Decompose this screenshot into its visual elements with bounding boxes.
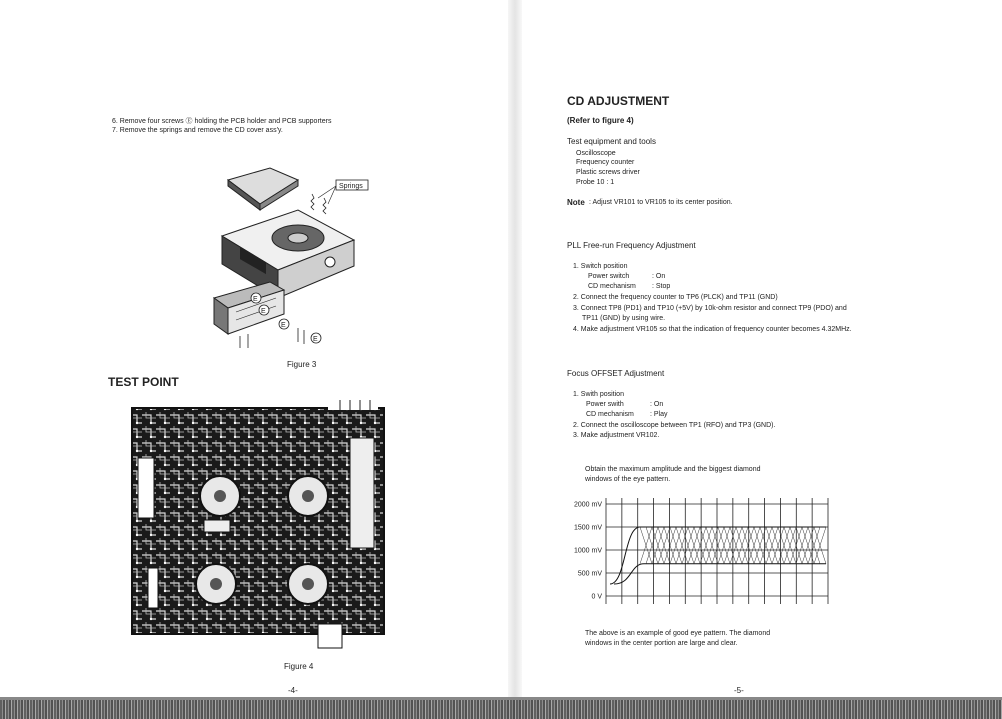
page-number-left: -4-: [288, 686, 298, 695]
focus-cd-value: : Play: [650, 411, 668, 418]
pll-cd-value: : Stop: [652, 283, 671, 290]
eye-envelope-lower: [614, 564, 826, 584]
pll-power-value: : On: [652, 273, 666, 280]
equipment-item: Plastic screws driver: [576, 169, 640, 176]
equipment-item: Probe 10 : 1: [576, 179, 615, 186]
focus-cd-label: CD mechanism: [586, 411, 634, 418]
equipment-item: Oscilloscope: [576, 150, 616, 157]
pll-step-1: 1. Switch position: [573, 263, 628, 270]
spring-right: [323, 198, 326, 214]
obtain-text-1: Obtain the maximum amplitude and the biggest diamond: [585, 466, 761, 473]
figure-4-caption: Figure 4: [284, 662, 314, 671]
equipment-item: Frequency counter: [576, 159, 635, 166]
focus-step-1: 1. Swith position: [573, 391, 624, 398]
pll-power-label: Power switch: [588, 273, 630, 280]
screw-e-callout-1: E: [253, 296, 258, 303]
pcb-holder-drawing: [214, 282, 284, 334]
page-number-right: -5-: [734, 686, 744, 695]
figure-3-exploded-view: [200, 158, 370, 356]
focus-power-label: Power swith: [586, 401, 624, 408]
focus-power-value: : On: [650, 401, 664, 408]
note-label: Note: [567, 198, 585, 207]
focus-step-2: 2. Connect the oscilloscope between TP1 (RFO) and TP3 (GND).: [573, 422, 776, 429]
test-point-heading: TEST POINT: [108, 375, 179, 389]
step-7-text: 7. Remove the springs and remove the CD cover ass'y.: [112, 127, 283, 134]
pll-step-3a: 3. Connect TP8 (PD1) and TP10 (+5V) by 10k-ohm resistor and connect TP9 (PDO) and: [573, 305, 847, 312]
cd-cover-drawing: [228, 168, 298, 210]
screw-e-callout-4: E: [313, 336, 318, 343]
page-fold: [508, 0, 522, 719]
y-tick-label: 1000 mV: [573, 547, 602, 555]
screw-e-callout-2: E: [261, 308, 266, 315]
cd-adjustment-title: CD ADJUSTMENT: [567, 94, 670, 108]
spring-left: [311, 194, 314, 210]
screw-e-callout-3: E: [281, 322, 286, 329]
y-tick-label: 500 mV: [577, 570, 602, 578]
y-tick-label: 0 V: [591, 593, 602, 601]
pll-step-2: 2. Connect the frequency counter to TP6 (PLCK) and TP11 (GND): [573, 294, 778, 301]
refer-figure-text: (Refer to figure 4): [567, 116, 634, 125]
pll-cd-label: CD mechanism: [588, 283, 636, 290]
scan-edge-strip: [0, 700, 1002, 719]
caption-line-2: windows in the center portion are large and clear.: [585, 640, 738, 647]
step-6-text: 6. Remove four screws Ⓔ holding the PCB holder and PCB supporters: [112, 118, 332, 125]
caption-line-1: The above is an example of good eye pattern. The diamond: [585, 630, 771, 637]
figure-4-pcb-photo: [128, 398, 390, 650]
note-text: : Adjust VR101 to VR105 to its center position.: [589, 199, 733, 206]
equipment-heading: Test equipment and tools: [567, 137, 656, 146]
pll-step-3b: TP11 (GND) by using wire.: [582, 315, 666, 322]
cd-unit-drawing: [222, 210, 354, 298]
eye-pattern-chart: [544, 492, 834, 608]
focus-heading: Focus OFFSET Adjustment: [567, 369, 665, 378]
y-tick-label: 1500 mV: [573, 524, 602, 532]
pll-step-4: 4. Make adjustment VR105 so that the indication of frequency counter becomes 4.32MHz.: [573, 326, 852, 333]
focus-step-3: 3. Make adjustment VR102.: [573, 432, 660, 439]
figure-3-caption: Figure 3: [287, 360, 317, 369]
springs-label: Springs: [339, 183, 363, 190]
obtain-text-2: windows of the eye pattern.: [585, 476, 671, 483]
eye-envelope-upper: [610, 527, 826, 584]
y-tick-label: 2000 mV: [573, 501, 602, 509]
pll-heading: PLL Free-run Frequency Adjustment: [567, 241, 696, 250]
